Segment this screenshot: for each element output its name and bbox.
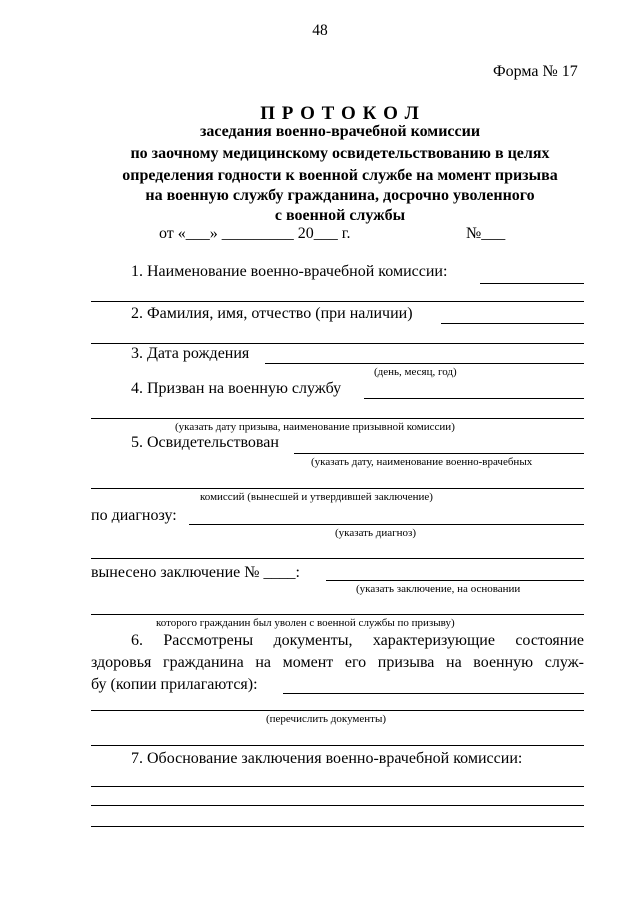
item-6-line-1: 6. Рассмотрены документы, характеризующие состояние [131, 632, 584, 649]
page-number: 48 [312, 22, 328, 39]
examination-field-continued[interactable] [91, 488, 584, 489]
conclusion-hint-a: (указать заключение, на основании [356, 583, 521, 595]
documents-hint: (перечислить документы) [266, 713, 387, 725]
conscription-hint: (указать дату призыва, наименование призывной комиссии) [175, 421, 455, 433]
item-3-label: 3. Дата рождения [131, 345, 250, 362]
subtitle-line-5: с военной службы [274, 207, 406, 224]
item-7-label: 7. Обоснование заключения военно-врачебной комиссии: [131, 750, 523, 767]
diagnosis-field-continued[interactable] [91, 558, 584, 559]
justification-field-2[interactable] [91, 805, 584, 806]
item-2-field-continued[interactable] [91, 343, 584, 344]
birth-date-hint: (день, месяц, год) [374, 366, 457, 378]
item-6-line-3: бу (копии прилагаются): [91, 676, 258, 693]
examination-hint-b: комиссий (вынесшей и утвердившей заключение) [200, 491, 433, 503]
examination-hint-a: (указать дату, наименование военно-врачебных [311, 456, 533, 468]
documents-field[interactable] [283, 693, 584, 694]
diagnosis-label: по диагнозу: [91, 507, 177, 524]
diagnosis-hint: (указать диагноз) [335, 527, 417, 539]
conscription-field[interactable] [364, 398, 584, 399]
protocol-number[interactable]: №___ [466, 225, 506, 242]
item-6-line-2: здоровья гражданина на момент его призыва на военную служ- [91, 654, 584, 671]
documents-field-extra[interactable] [91, 745, 584, 746]
birth-date-field[interactable] [265, 363, 584, 364]
conscription-field-continued[interactable] [91, 418, 584, 419]
item-1-field[interactable] [480, 283, 584, 284]
item-1-field-continued[interactable] [91, 301, 584, 302]
conclusion-hint-b: которого гражданин был уволен с военной службы по призыву) [156, 617, 455, 629]
subtitle-line-1: заседания военно-врачебной комиссии [199, 123, 481, 140]
conclusion-field-continued[interactable] [91, 614, 584, 615]
item-4-label: 4. Призван на военную службу [131, 380, 342, 397]
protocol-date[interactable]: от «___» _________ 20___ г. [159, 225, 351, 242]
subtitle-line-3: определения годности к военной службе на момент призыва [122, 167, 558, 184]
justification-field-3[interactable] [91, 826, 584, 827]
documents-field-continued[interactable] [91, 710, 584, 711]
item-1-label: 1. Наименование военно-врачебной комиссии: [131, 263, 448, 280]
conclusion-label: вынесено заключение № ____: [91, 564, 300, 581]
item-5-label: 5. Освидетельствован [131, 434, 279, 451]
subtitle-line-2: по заочному медицинскому освидетельствованию в целях [130, 145, 550, 162]
item-2-label: 2. Фамилия, имя, отчество (при наличии) [131, 305, 413, 322]
diagnosis-field[interactable] [189, 524, 584, 525]
item-2-field[interactable] [441, 323, 584, 324]
subtitle-line-4: на военную службу гражданина, досрочно уволенного [145, 187, 535, 204]
conclusion-field[interactable] [326, 580, 584, 581]
examination-field[interactable] [294, 453, 584, 454]
form-label: Форма № 17 [493, 63, 578, 80]
document-title: П Р О Т О К О Л [260, 103, 420, 124]
justification-field-1[interactable] [91, 786, 584, 787]
